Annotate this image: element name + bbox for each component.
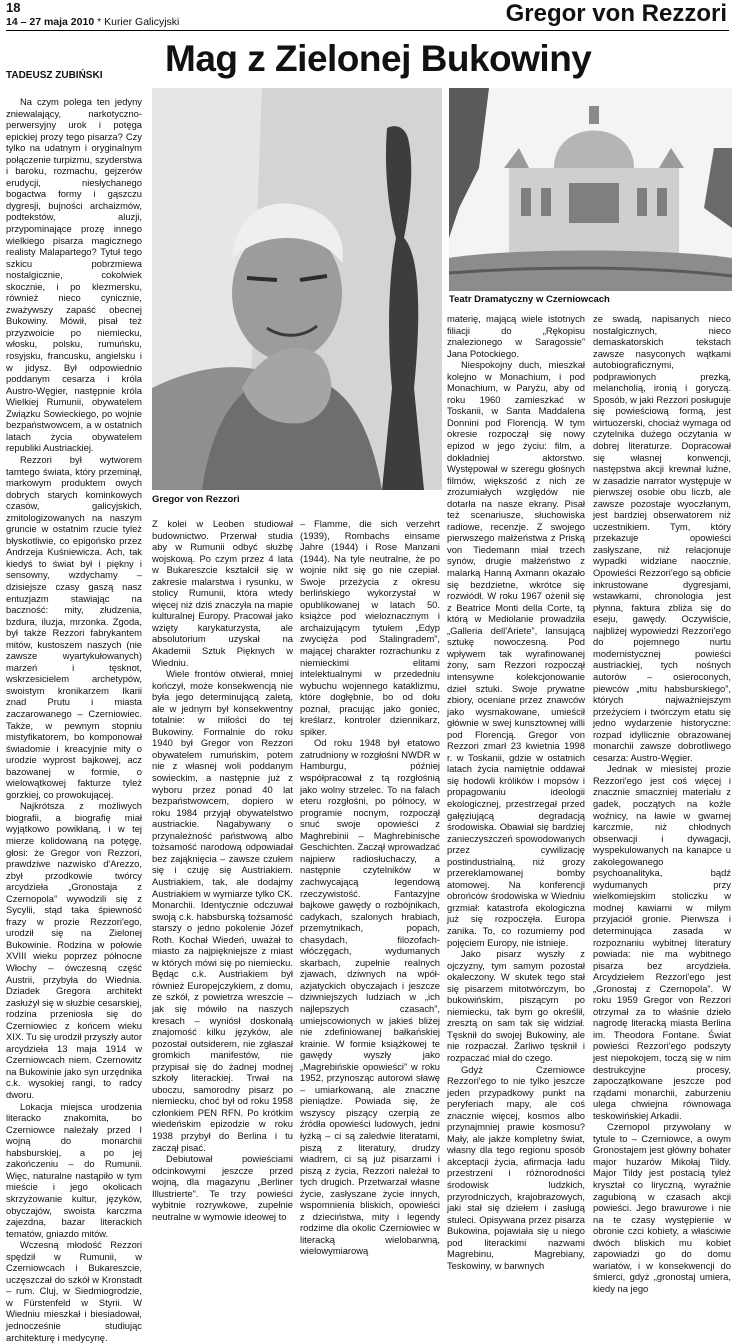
paragraph: Jako pisarz wyszły z ojczyzny, tym samym pozostał okaleczony. W skutek tego stał się pisarzem mitotwórczym, bo bukowińskim, piszącym po niemiecku, tak bym go określił, zresztą on sam tak się widział. Tęsknił do swojej Bukowiny, ale nie rozpaczał. Żarliwo tęsknił i rozpaczać miał do czego. — [447, 948, 585, 1063]
section-title: Gregor von Rezzori — [505, 0, 727, 27]
publication-name: * Kurier Galicyjski — [97, 16, 180, 28]
paragraph: ze swadą, napisanych nieco nostalgicznych, nieco demaskatorskich tekstach zawsze nasyconych wątkami autobiograficznymi, podprawionych prezką, melancholią, ironią i goryczą. Sposób, w jaki Rezzori posługuje się powieściową formą, jest wirtuozerski, chociaż wymaga od czytelnika dużego oczytania w dobrej literaturze. Dopracował się własnej konwencji, następstwa akcji krewnał luźne, w zasadzie narrator występuje w pierwszej osobie obu liczb, ale zawsze pozostaje wyoczłanym, jest bardziej obserwatorem niż uczestnikiem. Tym, który przekazuje opowieści zasłyszane, niż relacjonuje wypadki widziane naocznie. Opowieści Rezzori'ego są obficie inkrustowane dygresjami, wstawkami, chronologia jest płynna, faktura zbliża się do eseju, gawędy. Oczywiście, najbliżej wypowiedzi Rezzori'ego do pojemnego nurtu modernistycznej powieści austriackiej, tych nośnych autorów – osieroconych, piewców „mitu habsburskiego”, których najważniejszym przeżyciem i twórczym etatu się jedno wydarzenie historyczne: rozpad idyllicznie obrazowanej monarchii zawsze dobrotliwego cesarza: Austro-Węgier. — [593, 313, 731, 763]
paragraph: Wczesną młodość Rezzori spędził w Rumunii, w Czerniowcach i Bukareszcie, uczęszczał do szkół w Kronstadt – rum. Cluj, w Siedmiogrodzie, w Fürstenfeld w Styrii. W Wiedniu mieszkał i biesiadował, jednocześnie studiując architekturę i medycynę. — [6, 1239, 142, 1343]
paragraph: Rezzori był wytworem tamtego świata, który przeminął, markowym produktem owych dobrych starych kominkowych czasów, galicyjskich, zmitologizowanych na naszym gruncie w ostatnim rzucie tyleż błyskotliwie, co epigońsko przez Andrzeja Kuśniewicza. Ach, tak kiedyś to świat był i piękny i sensowny, wzdychamy – dzisiejsze czasy gaszą nasz entuzjazm stawiając na baczność: mity, złudzenia, bzdura, iluzja, mrzonka. Zgoda, był także Rezzori fabrykantem mitów, kustoszem naszych (nie zawsze wyartykułowanych) marzeń i tęsknot, wskrzesicielem archetypów, swoistym kronikarzem Ikarii znad Prutu i miasta zaczarowanego – Czerniowiec. Także, w pewnym stopniu mistyfikatorem, bo komponował świadomie i kreacyjnie mity o urodzie wyprost bajkowej, acz bazowanej w formie, o wielowątkowej fakturze tyleż gorzkiej, co prowokującej. — [6, 453, 142, 800]
article-column-4 — [447, 313, 585, 1271]
paragraph: – Flamme, die sich verzehrt (1939), Rombachs einsame Jahre (1944) i Rose Manzani (1944). Na tyle neutralne, że po wojnie nikt się go nie czepiał. Swoje przeżycia z okresu berlińskiego wykorzystał w opublikowanej w latach 50. książce pod wieloznacznym i archaizującym tytułem „Edyp zwycięża pod Stalingradem”, mającej charakter rozrachunku z niemieckimi elitami intelektualnymi w przededniu wybuchu wojennego kataklizmu, które dogłębnie, bo od dołu poznał, pracując jako goniec, kreślarz, kontroler dziennikarz, spiker. — [300, 518, 440, 737]
theatre-illustration — [449, 88, 732, 291]
article-column-1 — [6, 96, 143, 1343]
paragraph: Od roku 1948 był etatowo zatrudniony w rozgłośni NWDR w Hamburgu, później współpracował z tą rozgłośnią jako wolny strzelec. To na falach eteru rozgłośni, po północy, w programie nocnym, rozpoczął snuć swoje opowieści z Maghrebinii – Maghrebinische Geschichten. Zaczął wprowadzać najpierw radiosłuchaczy, a następnie czytelników w zachwycającą legendową rzeczywistość. Fantazyjne bajkowe gawędy o rozbójnikach, cadykach, szalonych hrabiach, przemytnikach, popach, chasydach, filozofach-włóczęgach, wydumanych skarbach, zupełnie realnych zjawach, dziwnych na wpół-azjatyckich obyczajach i jeszcze dziwniejszych ludziach w „ich najlepszych czasach”, umiejscowionych w jakieś bliżej nie zdefiniowanej bałkańskiej krainie. W formie książkowej te gawędy wyszły jako „Magrebińskie opowieści” w roku 1952, przynosząc autorowi sławę – umiarkowaną, ale znaczne pieniądze. Powiada się, że wszyscy piszący czerpią ze źródła opowieści ludowych, jedni łyżką – ci są zaledwie literatami, piszą z literatury, drudzy wiadrem, ci są już pisarzami i piszą z życia, Rezzori należał to tych drugich. Przetwarzał własne życie, zasłyszane życie innych, wspomnienia bliskich, opowieści z dzieciństwa, mity i legendy rodzime dla okolic Czerniowiec w literacką wielobarwną, wielowymiarową — [300, 737, 440, 1257]
theatre-caption: Teatr Dramatyczny w Czerniowcach — [449, 294, 610, 305]
article-column-5 — [593, 313, 731, 1294]
theatre-photo — [449, 88, 732, 291]
paragraph: Wiele frontów otwierał, mniej kończył, może konsekwencją nie była jego determinującą zaletą, ale w jednym był konsekwentny totalnie: w miłości do tej Bukowiny. Formalnie do roku 1940 był Gregor von Rezzori obywatelem rumuńskim, potem nie z własnej woli poddanym sowieckim, a następnie już z wyboru przez ponad 40 lat bezpaństwowcem, dopiero w roku 1984 przyjął obywatelstwo austriackie. Nagabywany o przynależność państwową albo tożsamość narodową odpowiadał bez zająknięcia – zawsze czułem się i czuję się Austriakiem. Austriakiem, tak, ale dodajmy Austriakiem w wymiarze tylko CK. Monarchii. Identycznie odczuwał swoją c.k. habsburską tożsamość starszy o jedno pokolenie Józef Roth. Kochał Wiedeń, uważał to miasto za najpiękniejsze z miast w których mówi się po niemiecku. Będąc c.k. Austriakiem był również Europejczykiem, z domu, ze szkół, z powietrza wreszcie – jak się mówiło na naszych kresach – wyniósł doskonałą znajomość kilku języków, ale pozostał outsiderem, nie zgłaszał gromkich manifestów, nie przypisał się do żadnej modnej szkoły literackiej. Trwał na uboczu, samorodny pisarz po niemiecku, choć był od roku 1958 członkiem PEN RFN. Po krótkim wiedeńskim epizodzie w roku 1938 przybył do Berlina i tu zaczął pisać. — [152, 668, 293, 1153]
paragraph: Czernopol przywołany w tytule to – Czerniowce, a owym Gronostajem jest główny bohater major huzarów Mikołaj Tildy. Major Tildy jest postacią tyleż kryształ co liryczną, wyraźnie zagubioną w czasach akcji powieści. Jego brawurowe i nie na te czasy występienie w obronie czci kobiety, a właściwie dwóch bliskich mu kobiet zapowiadzi go do domu wariatów, i w konsekwencji do śmierci, gdyż „gronostaj umiera, kiedy na jego — [593, 1121, 731, 1294]
header-rule — [6, 30, 729, 31]
paragraph: materię, mającą wiele istotnych filiacji do „Rękopisu znalezionego w Saragossie” Jana Potockiego. — [447, 313, 585, 359]
article-headline: Mag z Zielonej Bukowiny — [165, 38, 592, 79]
paragraph: Z kolei w Leoben studiował budownictwo. Przerwał studia aby w Rumunii odbyć służbę wojskową. Po czym przez 4 lata w Bukareszcie kształcił się w zakresie malarstwa i rysunku, w stolicy Rumunii, która wtedy więcej niż dziś znaczyła na mapie kulturalnej Europy. Pracował jako wzięty karykaturzysta, ale absolutorium uzyskał na Akademii Sztuk Pięknych w Wiedniu. — [152, 518, 293, 668]
portrait-illustration — [152, 88, 442, 490]
author-portrait-photo — [152, 88, 442, 490]
paragraph: Lokacja miejsca urodzenia literacko znakomita, bo Czerniowce należały przed I wojną do monarchii habsburskiej, a po jej zakończeniu – do Rumunii. Więc, naturalne nastąpiło w tym mieście i jego okolicach skrzyżowanie kultur, języków, obyczajów, swoista karczma zajezdna, bazar literackich tematów, gniazdo mitów. — [6, 1100, 142, 1239]
paragraph: Najkrótsza z możliwych biografii, a biografię miał wyjątkowo powikłaną, i w tej mierze kolidowaną na potęgę, głosi: że Gregor von Rezzori, prawdziwe nazwisko d'Arezzo, zbył przodkowie twórcy arcydzieła „Gronostaja z Czernopola” wywodzili się z Sycylii, stąd taka śpiewność frazy w prozie Rezzori'ego, urodził się na Zielonej Bukowinie. Rodzina w połowie XVIII wieku poprzez północne Włochy – ówczesną część Austrii, przybyła do Wiednia. Dziadek Gregora architekt zasłużył się w służbie cesarskiej, rodzina przeniosła się do Czerniowiec z końcem wieku XIX. Tu się urodził przyszły autor arcydzieła 13 maja 1914 w Czerniowcach niem. Czernowitz na Bukowinie jako syn urzędnika c.k. wysokiej rangi, to radcy dworu. — [6, 800, 143, 1101]
issue-date-line — [6, 16, 179, 28]
portrait-caption: Gregor von Rezzori — [152, 494, 240, 505]
issue-date: 14 – 27 maja 2010 — [6, 16, 95, 28]
paragraph: Niespokojny duch, mieszkał kolejno w Monachium, i pod Monachium, w Paryżu, aby od roku 1960 zamieszkać w Toskanii, w Santa Maddalena Donnini pod Florencją. W tym okresie rozpoczął się nowy epizod w jego życiu: film, a dokładniej aktorstwo. Występował w szeregu głośnych filmów, większość z nich ze zrozumiałych względów nie dotarła na nasze ekrany. Pisał też scenariusze, słuchowiska radiowe, recenzje. Z swojego pierwszego małżeństwa z Priską von Tiedemann miał trzech synów, drugie małżeństwo z malarką Hanną Axmann okazało się bezdzietne, wkrótce się rozwiódł. W roku 1967 ożenił się z Beatrice Monti della Corte, tą którą w Mediolanie prowadziła „Galleria dell'Ariete”, lansującą sztukę nowoczesną. Pod wpływem tak wyrafinowanej żony, sam Rezzori rozpoczął intensywne kolekcjonowanie dzieł sztuki. Swoje prywatne zbiory, oceniane przez znawców jako wysmakowane, umieścił głównie w swej kunsztownej willi pod Florencją. Gregor von Rezzori zmarł 23 kwietnia 1998 r. w Toskanii, gdzie w ostatnich latach życia namiętnie oddawał się hodowli królików i mopsów i propagowaniu ideologii ekologicznej, przestrzegał przed gałęziującą degradacją środowiska. Obawiał się bardziej zanieczyszczeń spowodowanych przez cywilizację postindustrialną, niż grozy przereklamowanej bomby atomowej. Na konferencji obrońców środowiska w Wiedniu grzmiał: katastrofa ekologiczna już się rozpoczęła. Europa zanika. To, co rozumiemy pod pojęciem Europy, nie istnieje. — [447, 359, 585, 948]
article-column-2 — [152, 518, 293, 1222]
paragraph: Debiutował powieściami odcinkowymi jeszcze przed wojną, dla magazynu „Berliner Illustrierte”. Te trzy powieści wybitnie rozrywkowe, zupełnie neutralne w wymowie ideowej to — [152, 1153, 293, 1222]
article-column-3 — [300, 518, 440, 1257]
paragraph: Jednak w miesistej prozie Rezzori'ego jest coś więcej i znacznie smaczniej materiału z gadek, początych na koźle woźnicy, na ławie w gwarnej karczmie, niż chłodnych obserwacji i dywagacji, wyspekulowanych na kanapce u zakolegowanego psychoanalityka, bądź wydumanych przy wielkomiejskim stoliczku w modnej kawiarni w miłym przyjaciół gronie. Pierwsza i determinująca zasada w rozpoznaniu wybitnej literatury powiada: nie ma wybitnego pisarza bez arcydzieła. Arcydziełem Rezzori'ego jest „Gronostaj z Czernopola”. W roku 1959 Gregor von Rezzori otrzymał za to właśnie dzieło nagrodę literacką miasta Berlina im. Theodora Fontane. Świat powieści Rezzori'ego podszyty jest niepokojem, toczą się w nim destrukcyjne procesy, zapoczątkowane jeszcze pod rządami monarchii, zaburzeniu ulega chwiejna równowaga teskowińskiej Arkadii. — [593, 763, 731, 1121]
article-author: TADEUSZ ZUBIŃSKI — [6, 70, 103, 81]
paragraph: Gdyż Czerniowce Rezzori'ego to nie tylko jeszcze jeden przypadkowy punkt na peryferiach mapy, ale coś znacznie więcej, kosmos albo przynajmniej prawie kosmosu? Mały, ale jakże kompletny świat, własny dla tego regionu sposób akceptacji życia, afirmacja ładu przestrzeni i różnorodności środowisk ludzkich, przyrodniczych, krajobrazowych, jaki stał się dziełem i zasługą stuleci. Opisywana przez pisarza Bukowina, pojawiała się u niego pod literackimi nazwami Magrebinu, Magrebiany, Teskowiny, w barwnych — [447, 1063, 585, 1271]
page-number: 18 — [6, 0, 21, 15]
paragraph: Na czym polega ten jedyny zniewalający, narkotyczno-perwersyjny urok i potęga epickiej prozy tego pisarza? Czy tylko na udatnym i oryginalnym połączenie turpizmu, szyderstwa i baroku, rozmachu, gejzerów erudycji, niesłychanego bogactwa formy i gąszczu dygresji, bujności archaizmów, podtekstów, aluzji, przypominające prozę innego wielkiego pisarza magicznego realisty Malapartego? Tytuł tego szkicu pobrzmiewa nostalgicznie, cokolwiek skocznie, i po klezmersku, również nieco cynicznie, zważywszy zapaść obecnej Bukowiny. Mówił, pisał też przyzwoicie po niemiecku, włosku, polsku, rumuńsku, rosyjsku, francusku, angielsku i w jidysz. Był odpowiednio poddanym cesarza i króla Austro-Węgier, następnie króla Wielkiej Rumunii, obywatelem Związku Sowieckiego, po wojnie bezpaństwowcem, a w ostatnich latach życia obywatelem republiki Austriackiej. — [6, 96, 142, 454]
